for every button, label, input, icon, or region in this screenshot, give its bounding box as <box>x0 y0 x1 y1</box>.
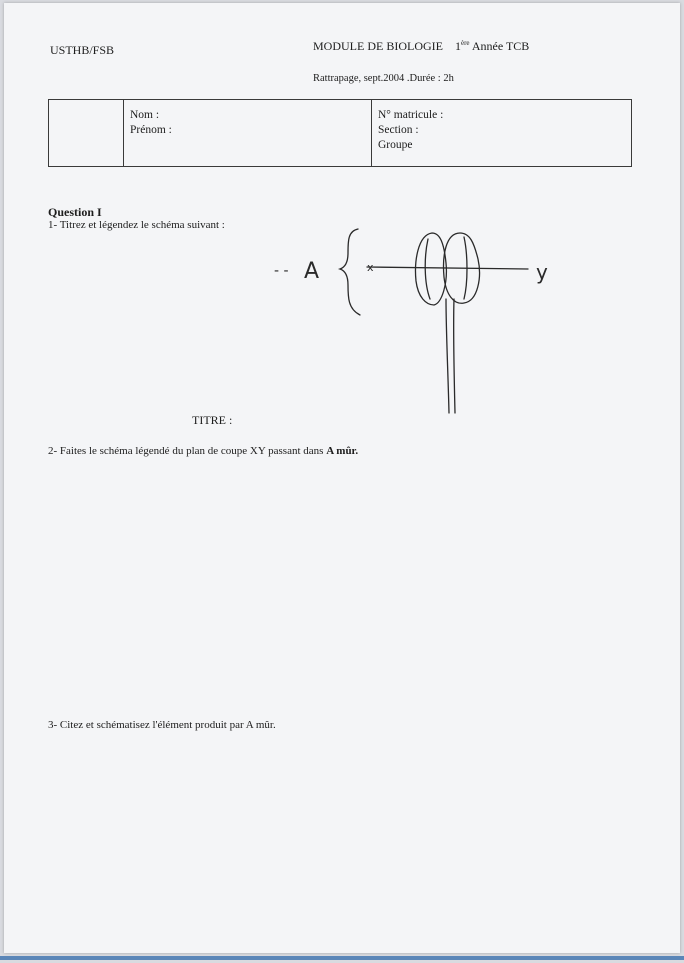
brace-shape <box>340 229 360 315</box>
stamen-diagram <box>274 221 564 421</box>
prenom-field: Prénom : <box>130 123 172 138</box>
module-name: MODULE DE BIOLOGIE <box>313 39 443 53</box>
student-info-table <box>48 99 632 167</box>
session-info: Rattrapage, sept.2004 .Durée : 2h <box>313 73 454 84</box>
anther-lobe-left <box>416 233 447 305</box>
year-number: 1 <box>455 39 461 53</box>
table-divider <box>123 100 124 166</box>
xy-axis-line <box>367 267 528 269</box>
question-2 <box>48 445 358 457</box>
question-2-text: 2- Faites le schéma légendé du plan de coupe XY passant dans <box>48 445 326 457</box>
module-title <box>313 39 529 54</box>
groupe-field: Groupe <box>378 138 413 153</box>
question-2-bold: A mûr. <box>326 445 358 457</box>
label-y: y <box>536 260 548 284</box>
nom-field: Nom : <box>130 108 159 123</box>
label-a: A <box>304 259 319 284</box>
question-title: Question I <box>48 205 102 220</box>
year-sup: ère <box>461 39 470 47</box>
section-field: Section : <box>378 123 419 138</box>
exam-sheet <box>4 3 680 953</box>
table-divider <box>371 100 372 166</box>
question-3: 3- Citez et schématisez l'élément produit par A mûr. <box>48 719 276 731</box>
dash-mark: - - <box>274 263 289 279</box>
question-1: 1- Titrez et légendez le schéma suivant : <box>48 219 225 231</box>
bottom-edge <box>0 956 684 960</box>
filament-right <box>454 299 455 413</box>
year-rest: Année TCB <box>472 39 529 53</box>
matricule-field: N° matricule : <box>378 108 443 123</box>
filament-left <box>446 299 449 413</box>
anther-inner-line <box>425 239 430 299</box>
institution-label: USTHB/FSB <box>50 43 114 58</box>
titre-label: TITRE : <box>192 413 232 428</box>
label-x: x <box>367 261 374 274</box>
